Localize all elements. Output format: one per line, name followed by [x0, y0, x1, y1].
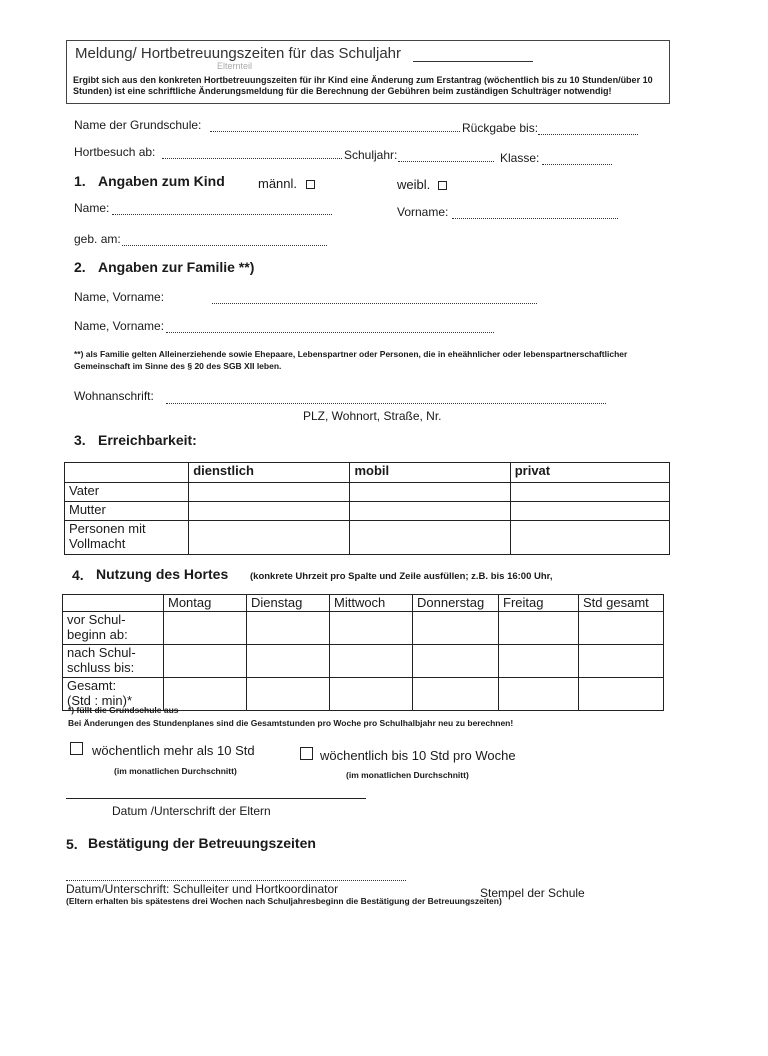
- section3-title: Erreichbarkeit:: [98, 432, 197, 448]
- header-note: Ergibt sich aus den konkreten Hortbetreuungszeiten für ihr Kind eine Änderung zum Erstantrag (wöchentlich bis zu 10 Stunden/über 10 Stunden) ist eine schriftliche Änderungsmeldung für die Berechnung der Gebühren beim zuständigen Schulträger notwendig!: [73, 75, 653, 96]
- schedule-cell[interactable]: [330, 645, 413, 678]
- attendance-label: Hortbesuch ab:: [74, 145, 156, 159]
- schedule-cell[interactable]: [164, 645, 247, 678]
- contact-cell[interactable]: [510, 483, 669, 502]
- parent-signature-line[interactable]: [66, 798, 366, 799]
- child-firstname-field[interactable]: [452, 208, 618, 219]
- schedule-cell[interactable]: [247, 645, 330, 678]
- contact-cell[interactable]: [189, 502, 350, 521]
- parent1-name-label: Name, Vorname:: [74, 290, 165, 304]
- schedule-header-total: Std gesamt: [579, 595, 664, 612]
- up-to-10h-label: wöchentlich bis 10 Std pro Woche: [320, 748, 516, 763]
- schedule-cell[interactable]: [413, 612, 499, 645]
- header-box: [66, 40, 670, 104]
- schedule-header-wednesday: Mittwoch: [330, 595, 413, 612]
- more-than-10h-checkbox[interactable]: [70, 742, 83, 755]
- form-title: Meldung/ Hortbetreuungszeiten für das Schuljahr: [75, 45, 402, 62]
- schedule-cell[interactable]: [247, 612, 330, 645]
- school-year-field[interactable]: [413, 61, 533, 62]
- schedule-cell[interactable]: [413, 678, 499, 711]
- schedule-footnote1: *) füllt die Grundschule aus: [68, 705, 179, 715]
- section2-number: 2.: [74, 259, 86, 275]
- parent2-name-field[interactable]: [166, 322, 494, 333]
- section4-title: Nutzung des Hortes: [96, 566, 229, 582]
- child-dob-label: geb. am:: [74, 232, 121, 246]
- school-year-label: Schuljahr:: [344, 148, 398, 162]
- schedule-row1-line1: vor Schul-: [67, 612, 126, 627]
- return-date-field[interactable]: [538, 124, 638, 135]
- address-label: Wohnanschrift:: [74, 389, 154, 403]
- section5-title: Bestätigung der Betreuungszeiten: [88, 835, 316, 851]
- contact-cell[interactable]: [350, 502, 510, 521]
- schedule-header-monday: Montag: [164, 595, 247, 612]
- schedule-header-blank: [63, 595, 164, 612]
- contact-cell[interactable]: [350, 483, 510, 502]
- address-hint: PLZ, Wohnort, Straße, Nr.: [303, 409, 442, 423]
- schedule-cell[interactable]: [330, 612, 413, 645]
- contact-cell[interactable]: [189, 521, 350, 555]
- class-label: Klasse:: [500, 151, 540, 165]
- contact-cell[interactable]: [350, 521, 510, 555]
- schedule-cell[interactable]: [247, 678, 330, 711]
- schedule-cell[interactable]: [499, 678, 579, 711]
- schedule-row-label: [63, 612, 164, 645]
- contact-cell[interactable]: [510, 502, 669, 521]
- female-checkbox[interactable]: [438, 181, 447, 190]
- school-stamp-label: Stempel der Schule: [480, 886, 585, 900]
- section2-title: Angaben zur Familie **): [98, 259, 255, 275]
- contact-row-label: Mutter: [65, 502, 189, 521]
- schedule-row2-line1: nach Schul-: [67, 645, 136, 660]
- school-name-field[interactable]: [210, 121, 460, 132]
- child-name-label: Name:: [74, 201, 110, 215]
- address-field[interactable]: [166, 393, 606, 404]
- contact-cell[interactable]: [510, 521, 669, 555]
- schedule-cell[interactable]: [330, 678, 413, 711]
- male-checkbox[interactable]: [306, 180, 315, 189]
- section4-number: 4.: [72, 567, 84, 583]
- family-footnote-line2: Gemeinschaft im Sinne des § 20 des SGB XII leben.: [74, 361, 282, 371]
- parent-signature-label: Datum /Unterschrift der Eltern: [112, 804, 271, 818]
- male-label: männl.: [258, 176, 298, 191]
- schedule-cell[interactable]: [579, 678, 664, 711]
- contact-row3-line1: Personen mit: [69, 521, 146, 536]
- contact-header-mobile: mobil: [350, 463, 510, 483]
- class-field[interactable]: [542, 154, 612, 165]
- header-smudge: Elternteil: [217, 61, 253, 71]
- child-name-field[interactable]: [112, 204, 332, 215]
- schedule-table: [62, 594, 664, 711]
- parent2-name-label: Name, Vorname:: [74, 319, 165, 333]
- more-than-10h-label: wöchentlich mehr als 10 Std: [92, 743, 255, 758]
- confirmation-note: (Eltern erhalten bis spätestens drei Wochen nach Schuljahresbeginn die Bestätigung der Betreuungszeiten): [66, 896, 502, 906]
- schedule-row3-line1: Gesamt:: [67, 678, 117, 693]
- contact-header-blank: [65, 463, 189, 483]
- contact-header-work: dienstlich: [189, 463, 350, 483]
- schedule-row2-line2: schluss bis:: [67, 660, 135, 675]
- school-year-input[interactable]: [398, 151, 494, 162]
- schedule-cell[interactable]: [164, 612, 247, 645]
- return-date-label: Rückgabe bis:: [462, 121, 539, 135]
- confirmation-signature-field[interactable]: [66, 870, 406, 881]
- schedule-header-thursday: Donnerstag: [413, 595, 499, 612]
- contact-table: [64, 462, 670, 555]
- school-name-label: Name der Grundschule:: [74, 118, 202, 132]
- section1-number: 1.: [74, 173, 86, 189]
- family-footnote-line1: **) als Familie gelten Alleinerziehende sowie Ehepaare, Lebenspartner oder Personen, die in eheähnlicher oder lebenspartnerschaftlicher: [74, 349, 628, 359]
- schedule-row-label: [63, 645, 164, 678]
- schedule-cell[interactable]: [579, 612, 664, 645]
- schedule-row1-line2: beginn ab:: [67, 627, 128, 642]
- schedule-header-tuesday: Dienstag: [247, 595, 330, 612]
- schedule-cell[interactable]: [499, 612, 579, 645]
- schedule-header-friday: Freitag: [499, 595, 579, 612]
- female-label: weibl.: [397, 177, 431, 192]
- more-than-10h-note: (im monatlichen Durchschnitt): [114, 766, 237, 776]
- schedule-cell[interactable]: [579, 645, 664, 678]
- section1-title: Angaben zum Kind: [98, 173, 225, 189]
- contact-row-label: [65, 521, 189, 555]
- child-firstname-label: Vorname:: [397, 205, 449, 219]
- contact-header-private: privat: [510, 463, 669, 483]
- contact-row-label: Vater: [65, 483, 189, 502]
- contact-cell[interactable]: [189, 483, 350, 502]
- schedule-row3-line2: (Std : min)*: [67, 693, 133, 708]
- schedule-cell[interactable]: [499, 645, 579, 678]
- up-to-10h-note: (im monatlichen Durchschnitt): [346, 770, 469, 780]
- confirmation-signature-label: Datum/Unterschrift: Schulleiter und Hortkoordinator: [66, 882, 339, 896]
- section5-number: 5.: [66, 836, 78, 852]
- attendance-field[interactable]: [162, 148, 342, 159]
- up-to-10h-checkbox[interactable]: [300, 747, 313, 760]
- schedule-cell[interactable]: [413, 645, 499, 678]
- parent1-name-field[interactable]: [212, 293, 537, 304]
- section3-number: 3.: [74, 432, 86, 448]
- section4-subtitle: (konkrete Uhrzeit pro Spalte und Zeile ausfüllen; z.B. bis 16:00 Uhr,: [250, 571, 553, 582]
- child-dob-field[interactable]: [122, 235, 327, 246]
- schedule-footnote2: Bei Änderungen des Stundenplanes sind die Gesamtstunden pro Woche pro Schulhalbjahr neu zu berechnen!: [68, 718, 514, 728]
- contact-row3-line2: Vollmacht: [69, 536, 126, 551]
